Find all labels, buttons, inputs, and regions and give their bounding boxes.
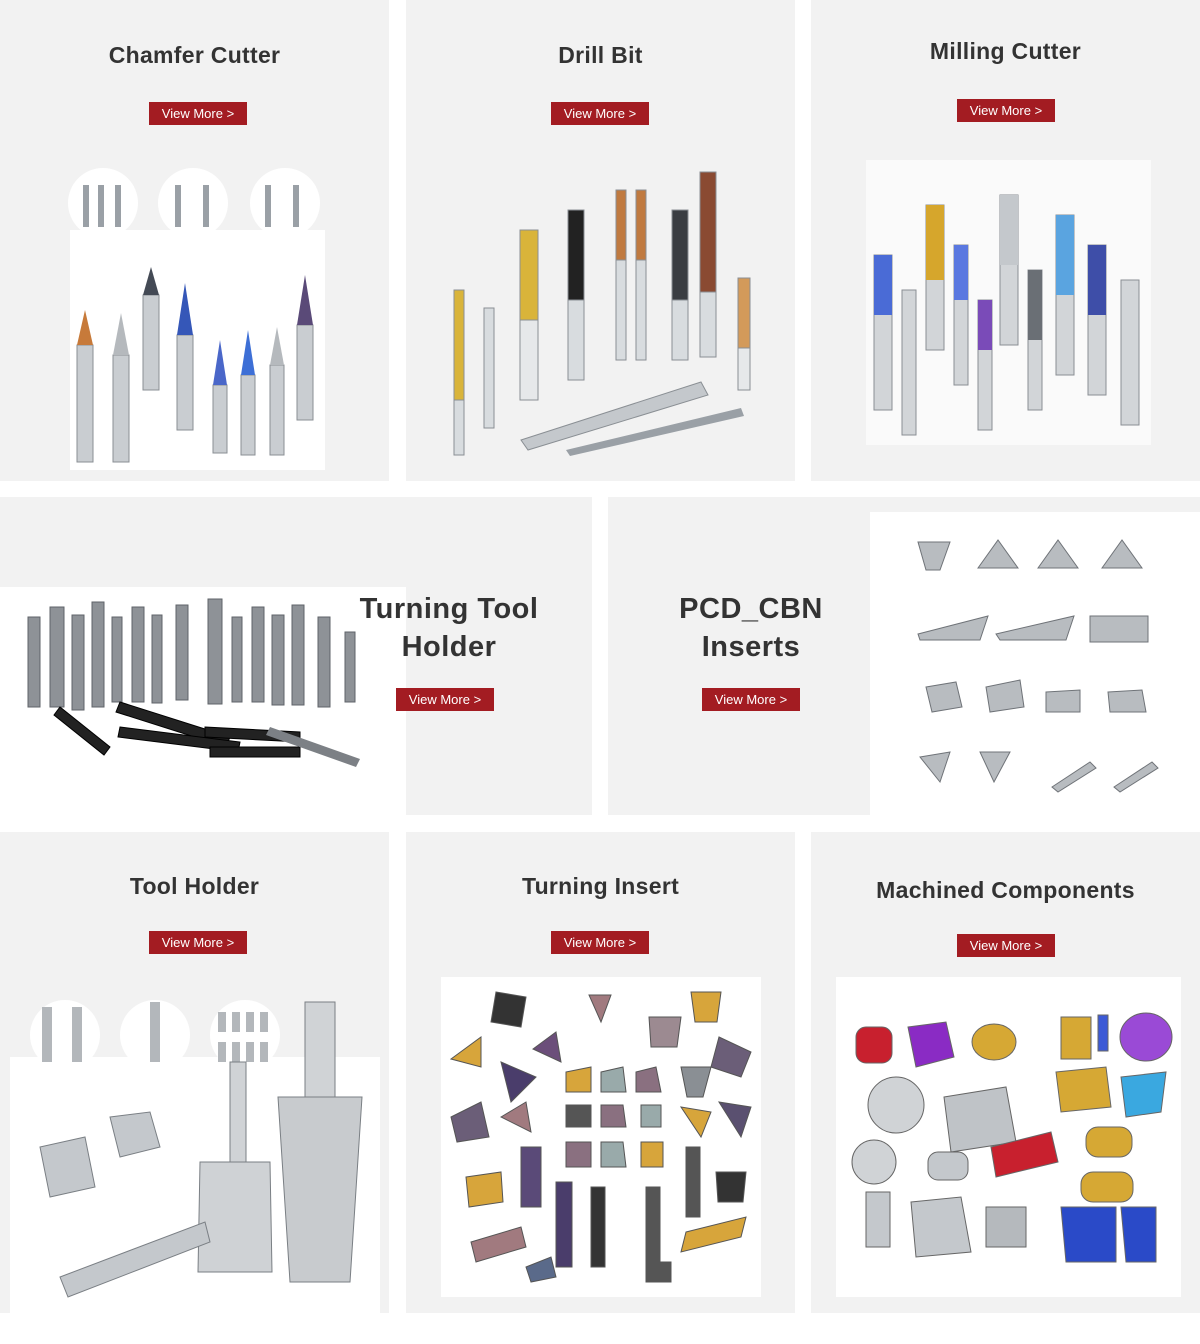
card-title: Drill Bit (558, 42, 643, 68)
card-drill-bit[interactable] (406, 0, 795, 481)
card-title: Chamfer Cutter (108, 42, 281, 68)
title-line-1: Turning Tool (359, 593, 539, 625)
view-more-button[interactable]: View More > (957, 934, 1055, 957)
card-title (345, 590, 553, 666)
title-line-2: Inserts (701, 631, 801, 663)
machined-components-image (836, 977, 1181, 1297)
title-line-1: PCD_CBN (679, 593, 823, 625)
card-title: Milling Cutter (929, 38, 1082, 64)
chamfer-cutter-image (65, 165, 327, 475)
card-milling-cutter[interactable] (811, 0, 1200, 481)
view-more-button[interactable]: View More > (396, 688, 494, 711)
view-more-button[interactable]: View More > (551, 102, 649, 125)
card-machined-components[interactable] (811, 832, 1200, 1313)
view-more-button[interactable]: View More > (702, 688, 800, 711)
view-more-button[interactable]: View More > (149, 931, 247, 954)
card-title: Turning Insert (521, 873, 680, 899)
card-title: Tool Holder (129, 873, 260, 899)
card-chamfer-cutter[interactable] (0, 0, 389, 481)
pcd-cbn-inserts-image (870, 512, 1200, 815)
tool-holder-image (10, 997, 380, 1313)
view-more-button[interactable]: View More > (957, 99, 1055, 122)
card-turning-insert[interactable] (406, 832, 795, 1313)
view-more-button[interactable]: View More > (149, 102, 247, 125)
card-pcd-cbn-inserts[interactable] (608, 497, 1200, 815)
card-title: Machined Components (876, 877, 1135, 903)
card-turning-tool-holder[interactable] (0, 497, 592, 815)
card-tool-holder[interactable] (0, 832, 389, 1313)
view-more-button[interactable]: View More > (551, 931, 649, 954)
turning-insert-image (441, 977, 761, 1297)
card-title (646, 590, 856, 666)
milling-cutter-image (866, 160, 1151, 445)
title-line-2: Holder (401, 631, 497, 663)
drill-bit-image (436, 150, 781, 465)
